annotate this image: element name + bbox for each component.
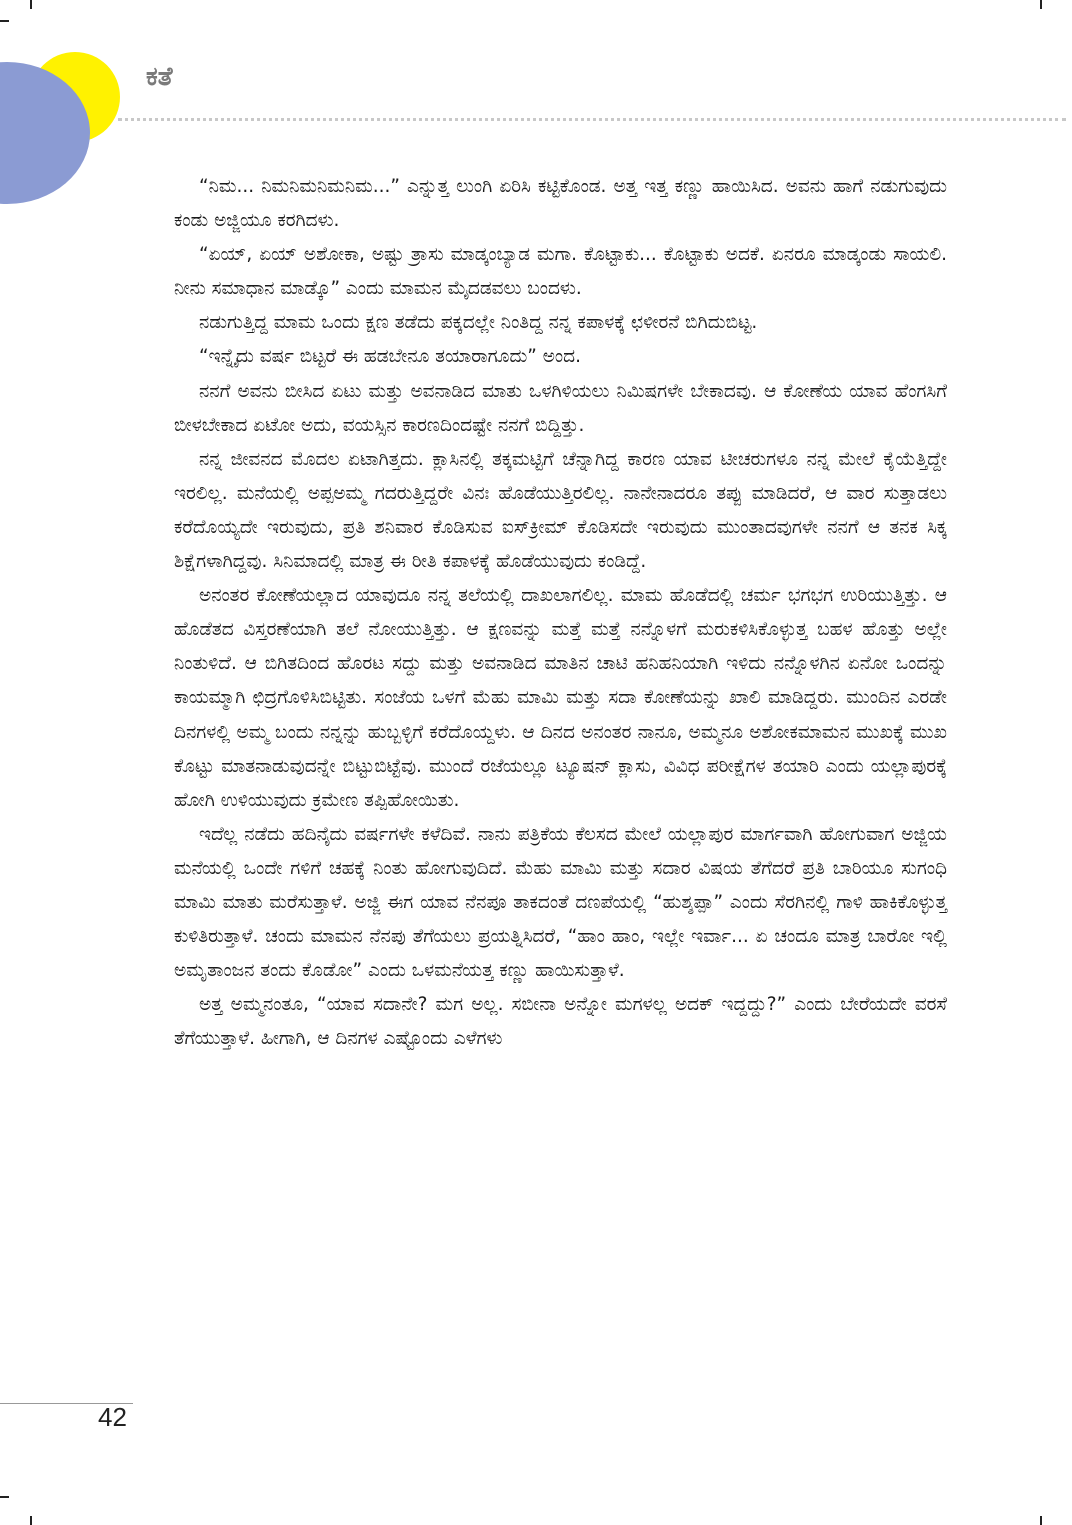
crop-mark [30, 1516, 32, 1525]
paragraph: ಅತ್ತ ಅಮ್ಮನಂತೂ, “ಯಾವ ಸದಾನೇ? ಮಗ ಅಲ್ಲ. ಸಬೀನಾ ಅನ್ನೋ ಮಗಳಲ್ಲ ಅದಕ್ ಇದ್ದದ್ದು?” ಎಂದು ಬೇರೆಯದೇ ವರಸೆ ತೆಗೆಯುತ್ತಾಳೆ. ಹೀಗಾಗಿ, ಆ ದಿನಗಳ ಎಷ್ಟೊಂದು ಎಳೆಗಳು [174, 994, 947, 1050]
header-decoration [0, 0, 150, 220]
paragraph: ಅನಂತರ ಕೋಣೆಯಲ್ಲಾದ ಯಾವುದೂ ನನ್ನ ತಲೆಯಲ್ಲಿ ದಾಖಲಾಗಲಿಲ್ಲ. ಮಾಮ ಹೊಡೆದಲ್ಲಿ ಚರ್ಮ ಭಗಭಗ ಉರಿಯುತ್ತಿತ್ತು. ಆ ಹೊಡೆತದ ವಿಸ್ತರಣೆಯಾಗಿ ತಲೆ ನೋಯುತ್ತಿತ್ತು. ಆ ಕ್ಷಣವನ್ನು ಮತ್ತೆ ಮತ್ತೆ ನನ್ನೊಳಗೆ ಮರುಕಳಿಸಿಕೊಳ್ಳುತ್ತ ಬಹಳ ಹೊತ್ತು ಅಲ್ಲೇ ನಿಂತುಳಿದೆ. ಆ ಬಿಗಿತದಿಂದ ಹೊರಟ ಸದ್ದು ಮತ್ತು ಅವನಾಡಿದ ಮಾತಿನ ಚಾಟಿ ಹನಿಹನಿಯಾಗಿ ಇಳಿದು ನನ್ನೊಳಗಿನ ಏನೋ ಒಂದನ್ನು ಕಾಯಮ್ಮಾಗಿ ಛಿದ್ರಗೊಳಿಸಿಬಿಟ್ಟಿತು. ಸಂಜೆಯ ಒಳಗೆ ಮೆಹು ಮಾಮಿ ಮತ್ತು ಸದಾ ಕೋಣೆಯನ್ನು ಖಾಲಿ ಮಾಡಿದ್ದರು. ಮುಂದಿನ ಎರಡೇ ದಿನಗಳಲ್ಲಿ ಅಮ್ಮ ಬಂದು ನನ್ನನ್ನು ಹುಬ್ಬಳ್ಳಿಗೆ ಕರೆದೊಯ್ದಳು. ಆ ದಿನದ ಅನಂತರ ನಾನೂ, ಅಮ್ಮನೂ ಅಶೋಕಮಾಮನ ಮುಖಕ್ಕೆ ಮುಖ ಕೊಟ್ಟು ಮಾತನಾಡುವುದನ್ನೇ ಬಿಟ್ಟುಬಿಟ್ಟೆವು. ಮುಂದೆ ರಜೆಯಲ್ಲೂ ಟ್ಯೂಷನ್ ಕ್ಲಾಸು, ವಿವಿಧ ಪರೀಕ್ಷೆಗಳ ತಯಾರಿ ಎಂದು ಯಲ್ಲಾಪುರಕ್ಕೆ ಹೋಗಿ ಉಳಿಯುವುದು ಕ್ರಮೇಣ ತಪ್ಪಿಹೋಯಿತು. [174, 585, 947, 811]
paragraph: ನನಗೆ ಅವನು ಬೀಸಿದ ಏಟು ಮತ್ತು ಅವನಾಡಿದ ಮಾತು ಒಳಗಿಳಿಯಲು ನಿಮಿಷಗಳೇ ಬೇಕಾದವು. ಆ ಕೋಣೆಯ ಯಾವ ಹೆಂಗಸಿಗೆ ಬೀಳಬೇಕಾದ ಏಟೋ ಅದು, ವಯಸ್ಸಿನ ಕಾರಣದಿಂದಷ್ಟೇ ನನಗೆ ಬಿದ್ದಿತ್ತು. [174, 380, 947, 436]
paragraph: ನಡುಗುತ್ತಿದ್ದ ಮಾಮ ಒಂದು ಕ್ಷಣ ತಡೆದು ಪಕ್ಕದಲ್ಲೇ ನಿಂತಿದ್ದ ನನ್ನ ಕಪಾಳಕ್ಕೆ ಛಳೀರನೆ ಬಿಗಿದುಬಿಟ್ಟ. [199, 312, 758, 334]
crop-mark [1040, 1516, 1042, 1525]
story-body [174, 170, 947, 1056]
paragraph: “ಇನ್ನೈದು ವರ್ಷ ಬಿಟ್ಟರೆ ಈ ಹಡಬೇನೂ ತಯಾರಾಗೂದು” ಅಂದ. [199, 346, 581, 368]
paragraph: ಇದೆಲ್ಲ ನಡೆದು ಹದಿನೈದು ವರ್ಷಗಳೇ ಕಳೆದಿವೆ. ನಾನು ಪತ್ರಿಕೆಯ ಕೆಲಸದ ಮೇಲೆ ಯಲ್ಲಾಪುರ ಮಾರ್ಗವಾಗಿ ಹೋಗುವಾಗ ಅಜ್ಜಿಯ ಮನೆಯಲ್ಲಿ ಒಂದೇ ಗಳಿಗೆ ಚಹಕ್ಕೆ ನಿಂತು ಹೋಗುವುದಿದೆ. ಮೆಹು ಮಾಮಿ ಮತ್ತು ಸದಾರ ವಿಷಯ ತೆಗೆದರೆ ಪ್ರತಿ ಬಾರಿಯೂ ಸುಗಂಧಿ ಮಾಮಿ ಮಾತು ಮರೆಸುತ್ತಾಳೆ. ಅಜ್ಜಿ ಈಗ ಯಾವ ನೆನಪೂ ತಾಕದಂತೆ ದಣಪೆಯಲ್ಲಿ “ಹುಶ್ಶಪ್ಪಾ” ಎಂದು ಸೆರಗಿನಲ್ಲಿ ಗಾಳಿ ಹಾಕಿಕೊಳ್ಳುತ್ತ ಕುಳಿತಿರುತ್ತಾಳೆ. ಚಂದು ಮಾಮನ ನೆನಪು ತೆಗೆಯಲು ಪ್ರಯತ್ನಿಸಿದರೆ, “ಹಾಂ ಹಾಂ, ಇಲ್ಲೇ ಇರ್ವಾ... ಏ ಚಂದೂ ಮಾತ್ರ ಬಾರೋ ಇಲ್ಲಿ ಅಮೃತಾಂಜನ ತಂದು ಕೊಡೋ” ಎಂದು ಒಳಮನೆಯತ್ತ ಕಣ್ಣು ಹಾಯಿಸುತ್ತಾಳೆ. [174, 823, 947, 982]
section-title: ಕತೆ [146, 62, 173, 92]
crop-mark [0, 1496, 9, 1498]
dotted-divider [118, 118, 1066, 121]
paragraph: “ಏಯ್, ಏಯ್ ಅಶೋಕಾ, ಅಷ್ಟು ತ್ರಾಸು ಮಾಡ್ಕಂಬ್ಯಾಡ ಮಗಾ. ಕೊಟ್ಟಾಕು... ಕೊಟ್ಟಾಕು ಅದಕೆ. ಏನರೂ ಮಾಡ್ಕಂಡು ಸಾಯಲಿ. ನೀನು ಸಮಾಧಾನ ಮಾಡ್ಕೊ” ಎಂದು ಮಾಮನ ಮೈದಡವಲು ಬಂದಳು. [174, 244, 947, 300]
page-number: 42 [98, 1402, 127, 1432]
paragraph: ನನ್ನ ಜೀವನದ ಮೊದಲ ಏಟಾಗಿತ್ತದು. ಕ್ಲಾಸಿನಲ್ಲಿ ತಕ್ಕಮಟ್ಟಿಗೆ ಚೆನ್ನಾಗಿದ್ದ ಕಾರಣ ಯಾವ ಟೀಚರುಗಳೂ ನನ್ನ ಮೇಲೆ ಕೈಯೆತ್ತಿದ್ದೇ ಇರಲಿಲ್ಲ. ಮನೆಯಲ್ಲಿ ಅಪ್ಪಅಮ್ಮ ಗದರುತ್ತಿದ್ದರೇ ವಿನಃ ಹೊಡೆಯುತ್ತಿರಲಿಲ್ಲ. ನಾನೇನಾದರೂ ತಪ್ಪು ಮಾಡಿದರೆ, ಆ ವಾರ ಸುತ್ತಾಡಲು ಕರೆದೊಯ್ಯದೇ ಇರುವುದು, ಪ್ರತಿ ಶನಿವಾರ ಕೊಡಿಸುವ ಐಸ್‌ಕ್ರೀಮ್ ಕೊಡಿಸದೇ ಇರುವುದು ಮುಂತಾದವುಗಳೇ ನನಗೆ ಆ ತನಕ ಸಿಕ್ಕ ಶಿಕ್ಷೆಗಳಾಗಿದ್ದವು. ಸಿನಿಮಾದಲ್ಲಿ ಮಾತ್ರ ಈ ರೀತಿ ಕಪಾಳಕ್ಕೆ ಹೊಡೆಯುವುದು ಕಂಡಿದ್ದೆ. [174, 448, 947, 573]
crop-mark [1040, 0, 1042, 9]
paragraph: “ನಿಮ... ನಿಮನಿಮನಿಮನಿಮ...” ಎನ್ನುತ್ತ ಲುಂಗಿ ಏರಿಸಿ ಕಟ್ಟಿಕೊಂಡ. ಅತ್ತ ಇತ್ತ ಕಣ್ಣು ಹಾಯಿಸಿದ. ಅವನು ಹಾಗೆ ನಡುಗುವುದು ಕಂಡು ಅಜ್ಜಿಯೂ ಕರಗಿದಳು. [174, 176, 947, 232]
